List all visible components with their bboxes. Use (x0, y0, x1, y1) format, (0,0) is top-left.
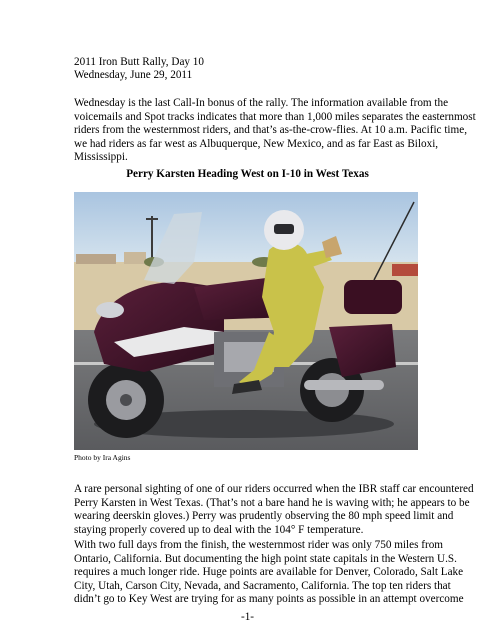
sighting-line: wearing deerskin gloves.) Perry was prudently observing the 80 mph speed limit and (74, 510, 454, 523)
document-date: Wednesday, June 29, 2011 (74, 69, 193, 81)
document-title: 2011 Iron Butt Rally, Day 10 (74, 56, 204, 68)
intro-line: Mississippi. (74, 151, 128, 164)
intro-line: we had riders as far west as Albuquerque, New Mexico, and as far East as Biloxi, (74, 137, 439, 150)
intro-line: Wednesday is the last Call-In bonus of the rally. The information available from the (74, 97, 449, 109)
westernmost-line: Ontario, California. But documenting the high point state capitals in the Western U.S. (74, 552, 457, 565)
westernmost-paragraph (74, 539, 464, 607)
page-number: -1- (240, 611, 255, 623)
sighting-paragraph (74, 483, 474, 537)
intro-line: voicemails and Spot tracks indicates that more than 1,000 miles separates the easternmost (74, 110, 476, 123)
westernmost-line: didn’t go to Key West are trying for as many points as possible in an attempt overcome (74, 593, 464, 606)
intro-line: riders from the westernmost riders, and that’s as-the-crow-flies. At 10 a.m. Pacific time, (74, 124, 468, 137)
photo-illustration (74, 192, 418, 450)
motorcycle-photo (74, 192, 418, 450)
photo-heading: Perry Karsten Heading West on I-10 in West Texas (126, 168, 369, 180)
westernmost-line: City, Utah, Carson City, Nevada, and Sacramento, California. The top ten riders that (74, 579, 451, 592)
westernmost-line: With two full days from the finish, the westernmost rider was only 750 miles from (74, 539, 443, 551)
westernmost-line: requires a much longer ride. Huge points are available for Denver, Colorado, Salt Lake (74, 566, 464, 579)
sighting-line: Perry Karsten in West Texas. (That’s not a bare hand he is waving with; he appears to be (74, 496, 470, 509)
sighting-line: staying properly covered up to deal with the 104° F temperature. (74, 523, 364, 536)
intro-paragraph (74, 97, 476, 165)
sighting-line: A rare personal sighting of one of our riders occurred when the IBR staff car encountered (74, 483, 474, 495)
photo-credit: Photo by Ira Agins (74, 453, 131, 462)
